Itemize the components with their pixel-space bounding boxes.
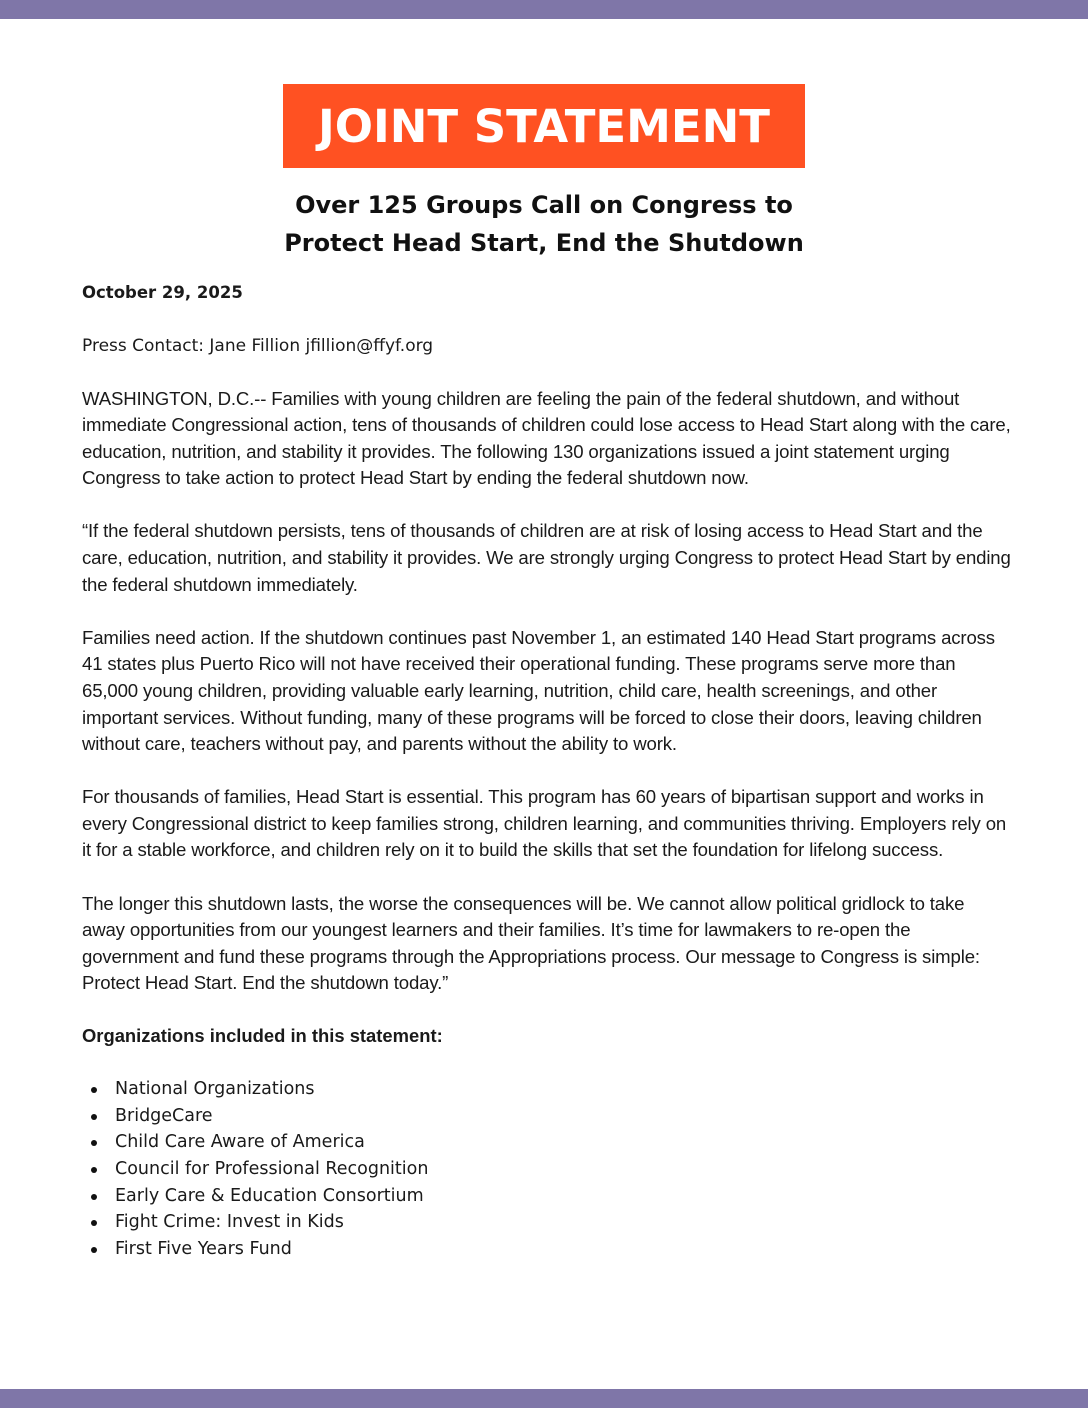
headline [0,186,1088,262]
bullet-icon [91,1087,97,1093]
paragraph-consequences: The longer this shutdown lasts, the worse the consequences will be. We cannot allow political gridlock to take away opportunities from our youngest learners and their families. It’s time for lawmakers to re-open the government and fund these programs through the Appropriations process. Our message to Congress is simple: Protect Head Start. End the shutdown today.” [82,892,980,994]
press-contact: Press Contact: Jane Fillion jfillion@ffyf.org [82,336,434,356]
paragraph-families-need-action: Families need action. If the shutdown continues past November 1, an estimated 140 Head Start programs across 41 states plus Puerto Rico will not have received their operational funding. These programs serve more than 65,000 young children, providing valuable early learning, nutrition, child care, health screenings, and other important services. Without funding, many of these programs will be forced to close their doors, leaving children without care, teachers without pay, and parents without the ability to work. [82,626,995,755]
list-item [82,1156,1012,1183]
bullet-icon [91,1194,97,1200]
organizations-heading: Organizations included in this statement: [82,1025,443,1047]
org-name: National Organizations [115,1078,315,1099]
statement-date: October 29, 2025 [82,283,243,302]
top-accent-bar [0,0,1088,19]
list-item [82,1183,1012,1210]
headline-line-2: Protect Head Start, End the Shutdown [284,229,804,257]
paragraph-quote-start: “If the federal shutdown persists, tens of thousands of children are at risk of losing access to Head Start and the care, education, nutrition, and stability it provides. We are strongly urging Congress to protect Head Start by ending the federal shutdown immediately. [82,520,1011,595]
bullet-icon [91,1114,97,1120]
org-name: Council for Professional Recognition [115,1159,429,1180]
banner-label: JOINT STATEMENT [317,99,771,153]
org-name: BridgeCare [115,1105,213,1126]
org-name: Early Care & Education Consortium [115,1185,424,1206]
list-item [82,1076,1012,1103]
bullet-icon [91,1220,97,1226]
list-item [82,1129,1012,1156]
list-item [82,1209,1012,1236]
organizations-list [82,1076,1012,1263]
paragraph-intro: WASHINGTON, D.C.-- Families with young children are feeling the pain of the federal shutdown, and without immediate Congressional action, tens of thousands of children could lose access to Head Start along with the care, education, nutrition, and stability it provides. The following 130 organizations issued a joint statement urging Congress to take action to protect Head Start by ending the federal shutdown now. [82,387,1011,489]
bullet-icon [91,1167,97,1173]
org-name: Child Care Aware of America [115,1132,365,1153]
list-item [82,1236,1012,1263]
joint-statement-banner [283,84,805,168]
org-name: Fight Crime: Invest in Kids [115,1212,344,1233]
list-item [82,1103,1012,1130]
bullet-icon [91,1140,97,1146]
org-name: First Five Years Fund [115,1239,292,1260]
document-body [82,280,1012,1263]
paragraph-head-start-essential: For thousands of families, Head Start is essential. This program has 60 years of bipartisan support and works in every Congressional district to keep families strong, children learning, and communities thriving. Employers rely on it for a stable workforce, and children rely on it to build the skills that set the foundation for lifelong success. [82,786,1007,861]
bullet-icon [91,1247,97,1253]
headline-line-1: Over 125 Groups Call on Congress to [295,191,793,219]
bottom-accent-bar [0,1389,1088,1408]
